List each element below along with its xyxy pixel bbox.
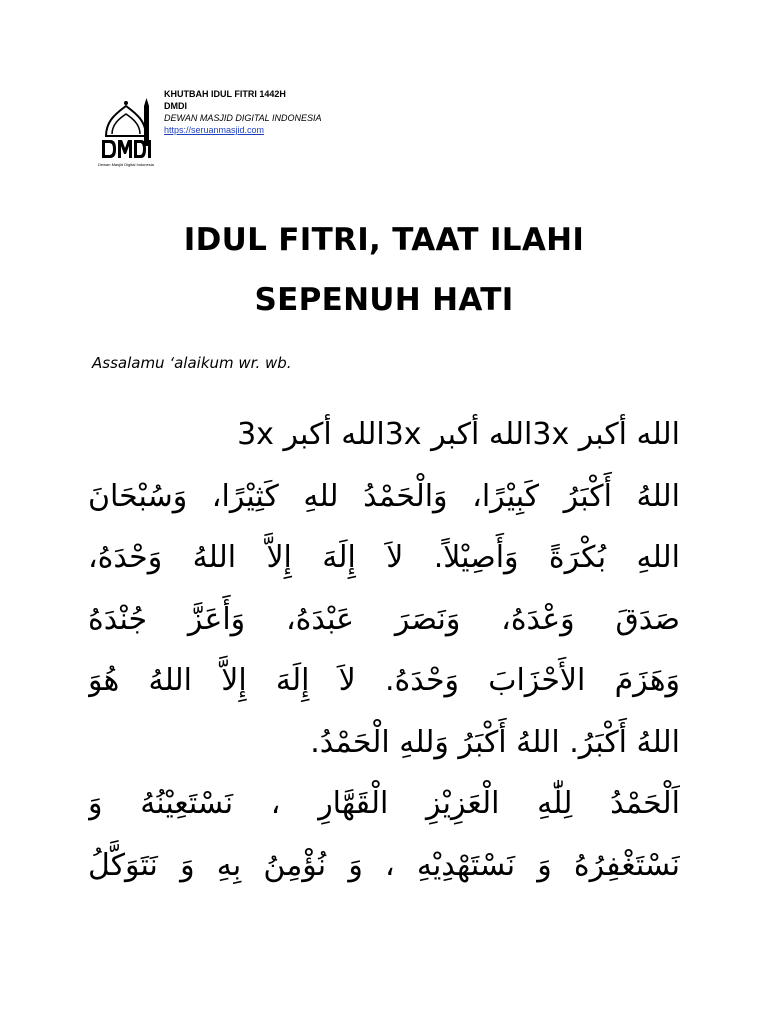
greeting-text: Assalamu ‘alaikum wr. wb. — [92, 354, 292, 372]
logo-caption: Dewan Masjid Digital Indonesia — [98, 162, 154, 167]
arabic-line: صَدَقَ وَعْدَهُ، وَنَصَرَ عَبْدَهُ، وَأَعَزَّ جُنْدَهُ — [88, 601, 680, 637]
header-line-org-short: DMDI — [164, 101, 187, 111]
header-line-org-full: DEWAN MASJID DIGITAL INDONESIA — [164, 113, 322, 123]
arabic-text-block — [88, 404, 680, 896]
arabic-line: اللهِ بُكْرَةً وَأَصِيْلاً. لاَ إِلَهَ إِلاَّ اللهُ وَحْدَهُ، — [88, 540, 680, 575]
website-link[interactable]: https://seruanmasjid.com — [164, 125, 265, 135]
arabic-line: وَهَزَمَ الأَحْزَابَ وَحْدَهُ. لاَ إِلَهَ إِلاَّ اللهُ هُوَ — [88, 663, 680, 698]
page-title-line-2: SEPENUH HATI — [254, 282, 514, 318]
arabic-line: نَسْتَغْفِرُهُ وَ نَسْتَهْدِيْهِ ، وَ نُؤْمِنُ بِهِ وَ نَتَوَكَّلُ — [88, 847, 680, 883]
mosque-logo-icon — [96, 96, 154, 172]
arabic-line: اللهُ أَكْبَرُ. اللهُ أَكْبَرُ وَللهِ الْحَمْدُ. — [310, 724, 680, 760]
page-title-line-1: IDUL FITRI, TAAT ILAHI — [183, 222, 585, 258]
header-line-khutbah: KHUTBAH IDUL FITRI 1442H — [164, 89, 286, 99]
document-header — [164, 88, 322, 136]
arabic-line: اَلْحَمْدُ لِلّٰهِ الْعَزِيْزِ الْقَهَّارِ ، نَسْتَعِيْنُهُ وَ — [88, 786, 680, 821]
arabic-line: الله أكبر 3xالله أكبر 3xالله أكبر 3x — [237, 417, 680, 452]
arabic-line: اللهُ أَكْبَرُ كَبِيْرًا، وَالْحَمْدُ للهِ كَثِيْرًا، وَسُبْحَانَ — [88, 478, 680, 514]
